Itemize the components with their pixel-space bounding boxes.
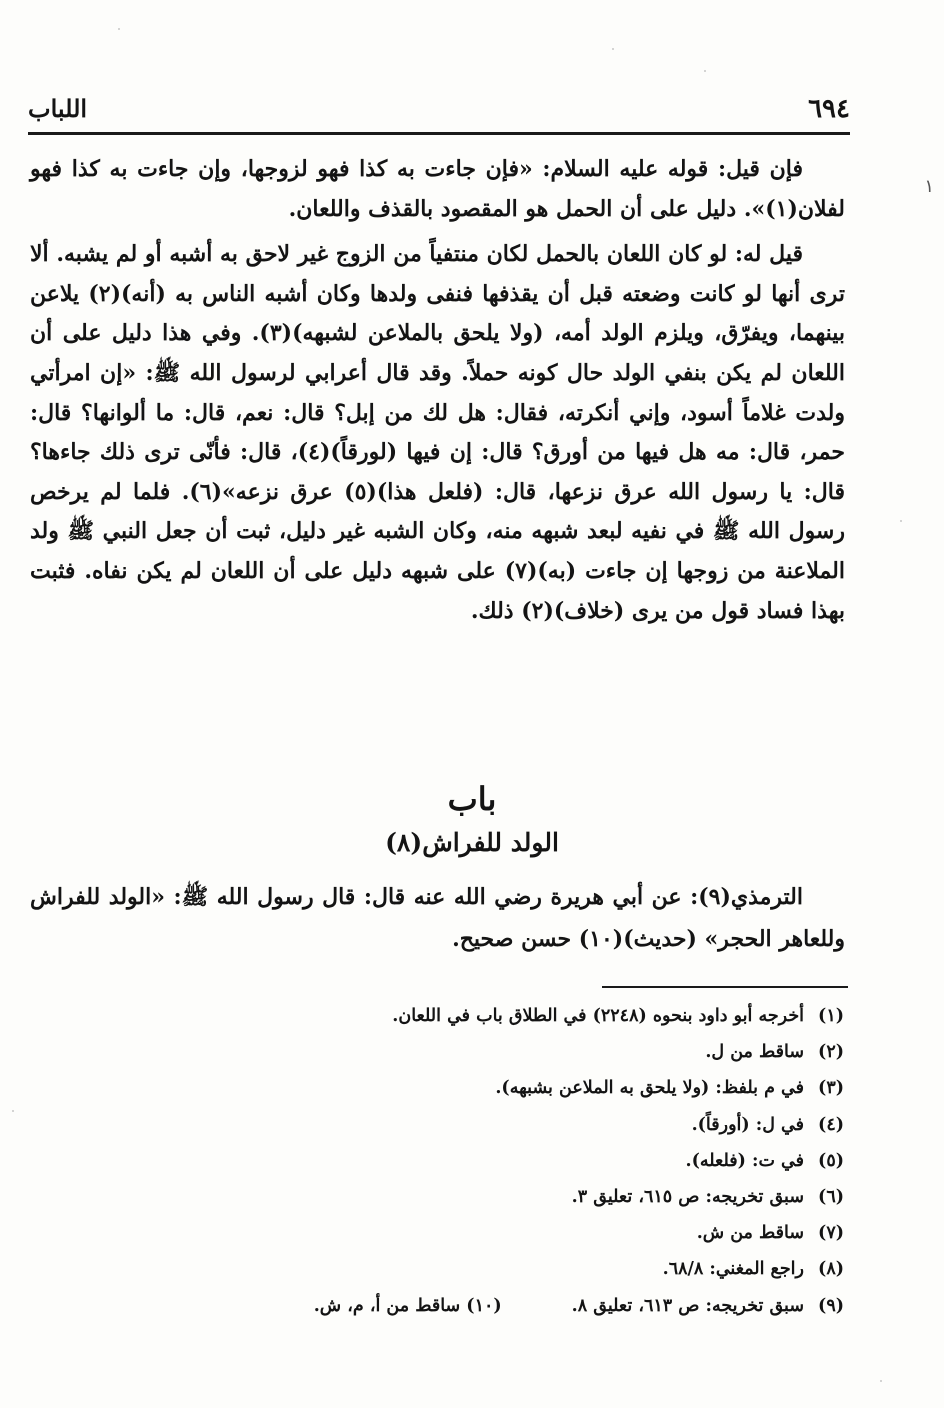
- footnote-item: [244, 998, 844, 1034]
- scan-speck: [880, 1380, 882, 1382]
- scan-speck: [704, 70, 706, 72]
- footnote-text: في م بلفظ: (ولا يلحق به الملاعن بشبهه).: [495, 1078, 804, 1099]
- main-text: [30, 150, 845, 631]
- footnote-text: ساقط من ش.: [696, 1223, 804, 1244]
- hadith-section: [30, 876, 845, 960]
- running-title: اللباب: [28, 94, 88, 123]
- scan-speck: [12, 1110, 14, 1112]
- scan-speck: [900, 520, 902, 522]
- footnote-number: (١): [818, 1006, 844, 1026]
- paragraph-reply: قيل له: لو كان اللعان بالحمل لكان منتفياً من الزوج غير لاحق به أشبه أو لم يشبه. ألا ترى أنها لو كانت وضعته قبل أن يقذفها فنفى ولدها وكان أشبه الناس به (أنه)(٢) يلاعن بينهما، ويفرّق، ويلزم الولد أمه، (ولا يلحق بالملاعن لشبهه)(٣). وفي هذا دليل على أن اللعان لم يكن بنفي الولد حال كونه حملاً. وقد قال أعرابي لرسول الله ﷺ: «إن امرأتي ولدت غلاماً أسود، وإني أنكرته، فقال: هل لك من إبل؟ قال: نعم، قال: ما ألوانها؟ قال: حمر، قال: مه هل فيها من أورق؟ قال: إن فيها (لورقاً)(٤)، قال: فأنّى ترى ذلك جاءها؟ قال: يا رسول الله عرق نزعها، قال: (فلعل هذا)(٥) عرق نزعه»(٦). فلما لم يرخص رسول الله ﷺ في نفيه لبعد شبهه منه، وكان الشبه غير دليل، ثبت أن جعل النبي ﷺ ولد الملاعنة من زوجها إن جاءت (به)(٧) على شبهه دليل على أن اللعان لم يكن نفاه. فثبت بهذا فساد قول من يرى (خلاف)(٢) ذلك.: [30, 241, 846, 624]
- footnote-item: [244, 1034, 844, 1070]
- footnote-number: (٦): [818, 1187, 844, 1208]
- footnote-item: [244, 1107, 844, 1143]
- footnote-text: في ل: (أورقاً).: [691, 1114, 804, 1135]
- footnote-item: [244, 1179, 844, 1215]
- scan-speck: [118, 28, 120, 30]
- footnote-number: (٢): [818, 1042, 844, 1063]
- page-header: [28, 92, 850, 132]
- footnote-number: (٣): [818, 1078, 844, 1099]
- chapter-label: باب: [447, 780, 497, 818]
- footnote-number: (٥): [818, 1150, 844, 1171]
- footnote-text: راجع المغني: ٦٨/٨.: [662, 1259, 804, 1280]
- footnote-item: [244, 1143, 844, 1179]
- footnote-text: أخرجه أبو داود بنحوه (٢٢٤٨) في الطلاق باب في اللعان.: [392, 1006, 804, 1026]
- footnote-text: سبق تخريجه: ص ٦١٥، تعليق ٣.: [571, 1187, 804, 1208]
- footnote-item: [244, 1288, 844, 1324]
- footnote-text: في ت: (فلعله).: [685, 1150, 804, 1171]
- paragraph-objection: فإن قيل: قوله عليه السلام: «فإن جاءت به كذا فهو لزوجها، وإن جاءت به كذا فهو لفلان(١)». دليل على أن الحمل هو المقصود بالقذف واللعان.: [30, 156, 845, 222]
- margin-mark: ١: [924, 176, 934, 197]
- footnote-text: ساقط من ل.: [705, 1042, 804, 1063]
- footnote-number: (٤): [818, 1114, 844, 1135]
- footnote-item: [244, 1251, 844, 1287]
- hadith-paragraph: الترمذي(٩): عن أبي هريرة رضي الله عنه قال: قال رسول الله ﷺ: «الولد للفراش وللعاهر الحجر» (حديث)(١٠) حسن صحيح.: [30, 884, 845, 952]
- page-number: ٦٩٤: [808, 94, 850, 124]
- footnote-item: [244, 1070, 844, 1106]
- footnote-item: [244, 1215, 844, 1251]
- footnote-number: (٨): [818, 1259, 844, 1280]
- footnote-rule: [602, 986, 848, 988]
- footnote-text-extra: (١٠) ساقط من أ، م، ش.: [313, 1295, 502, 1316]
- footnote-number: (٧): [818, 1223, 844, 1244]
- footnotes-list: [244, 998, 844, 1324]
- header-rule: [28, 132, 850, 135]
- footnote-text: سبق تخريجه: ص ٦١٣، تعليق ٨.: [571, 1295, 804, 1316]
- chapter-title: الولد للفراش(٨): [385, 828, 559, 857]
- footnote-number: (٩): [818, 1295, 844, 1316]
- scan-speck: [612, 48, 614, 50]
